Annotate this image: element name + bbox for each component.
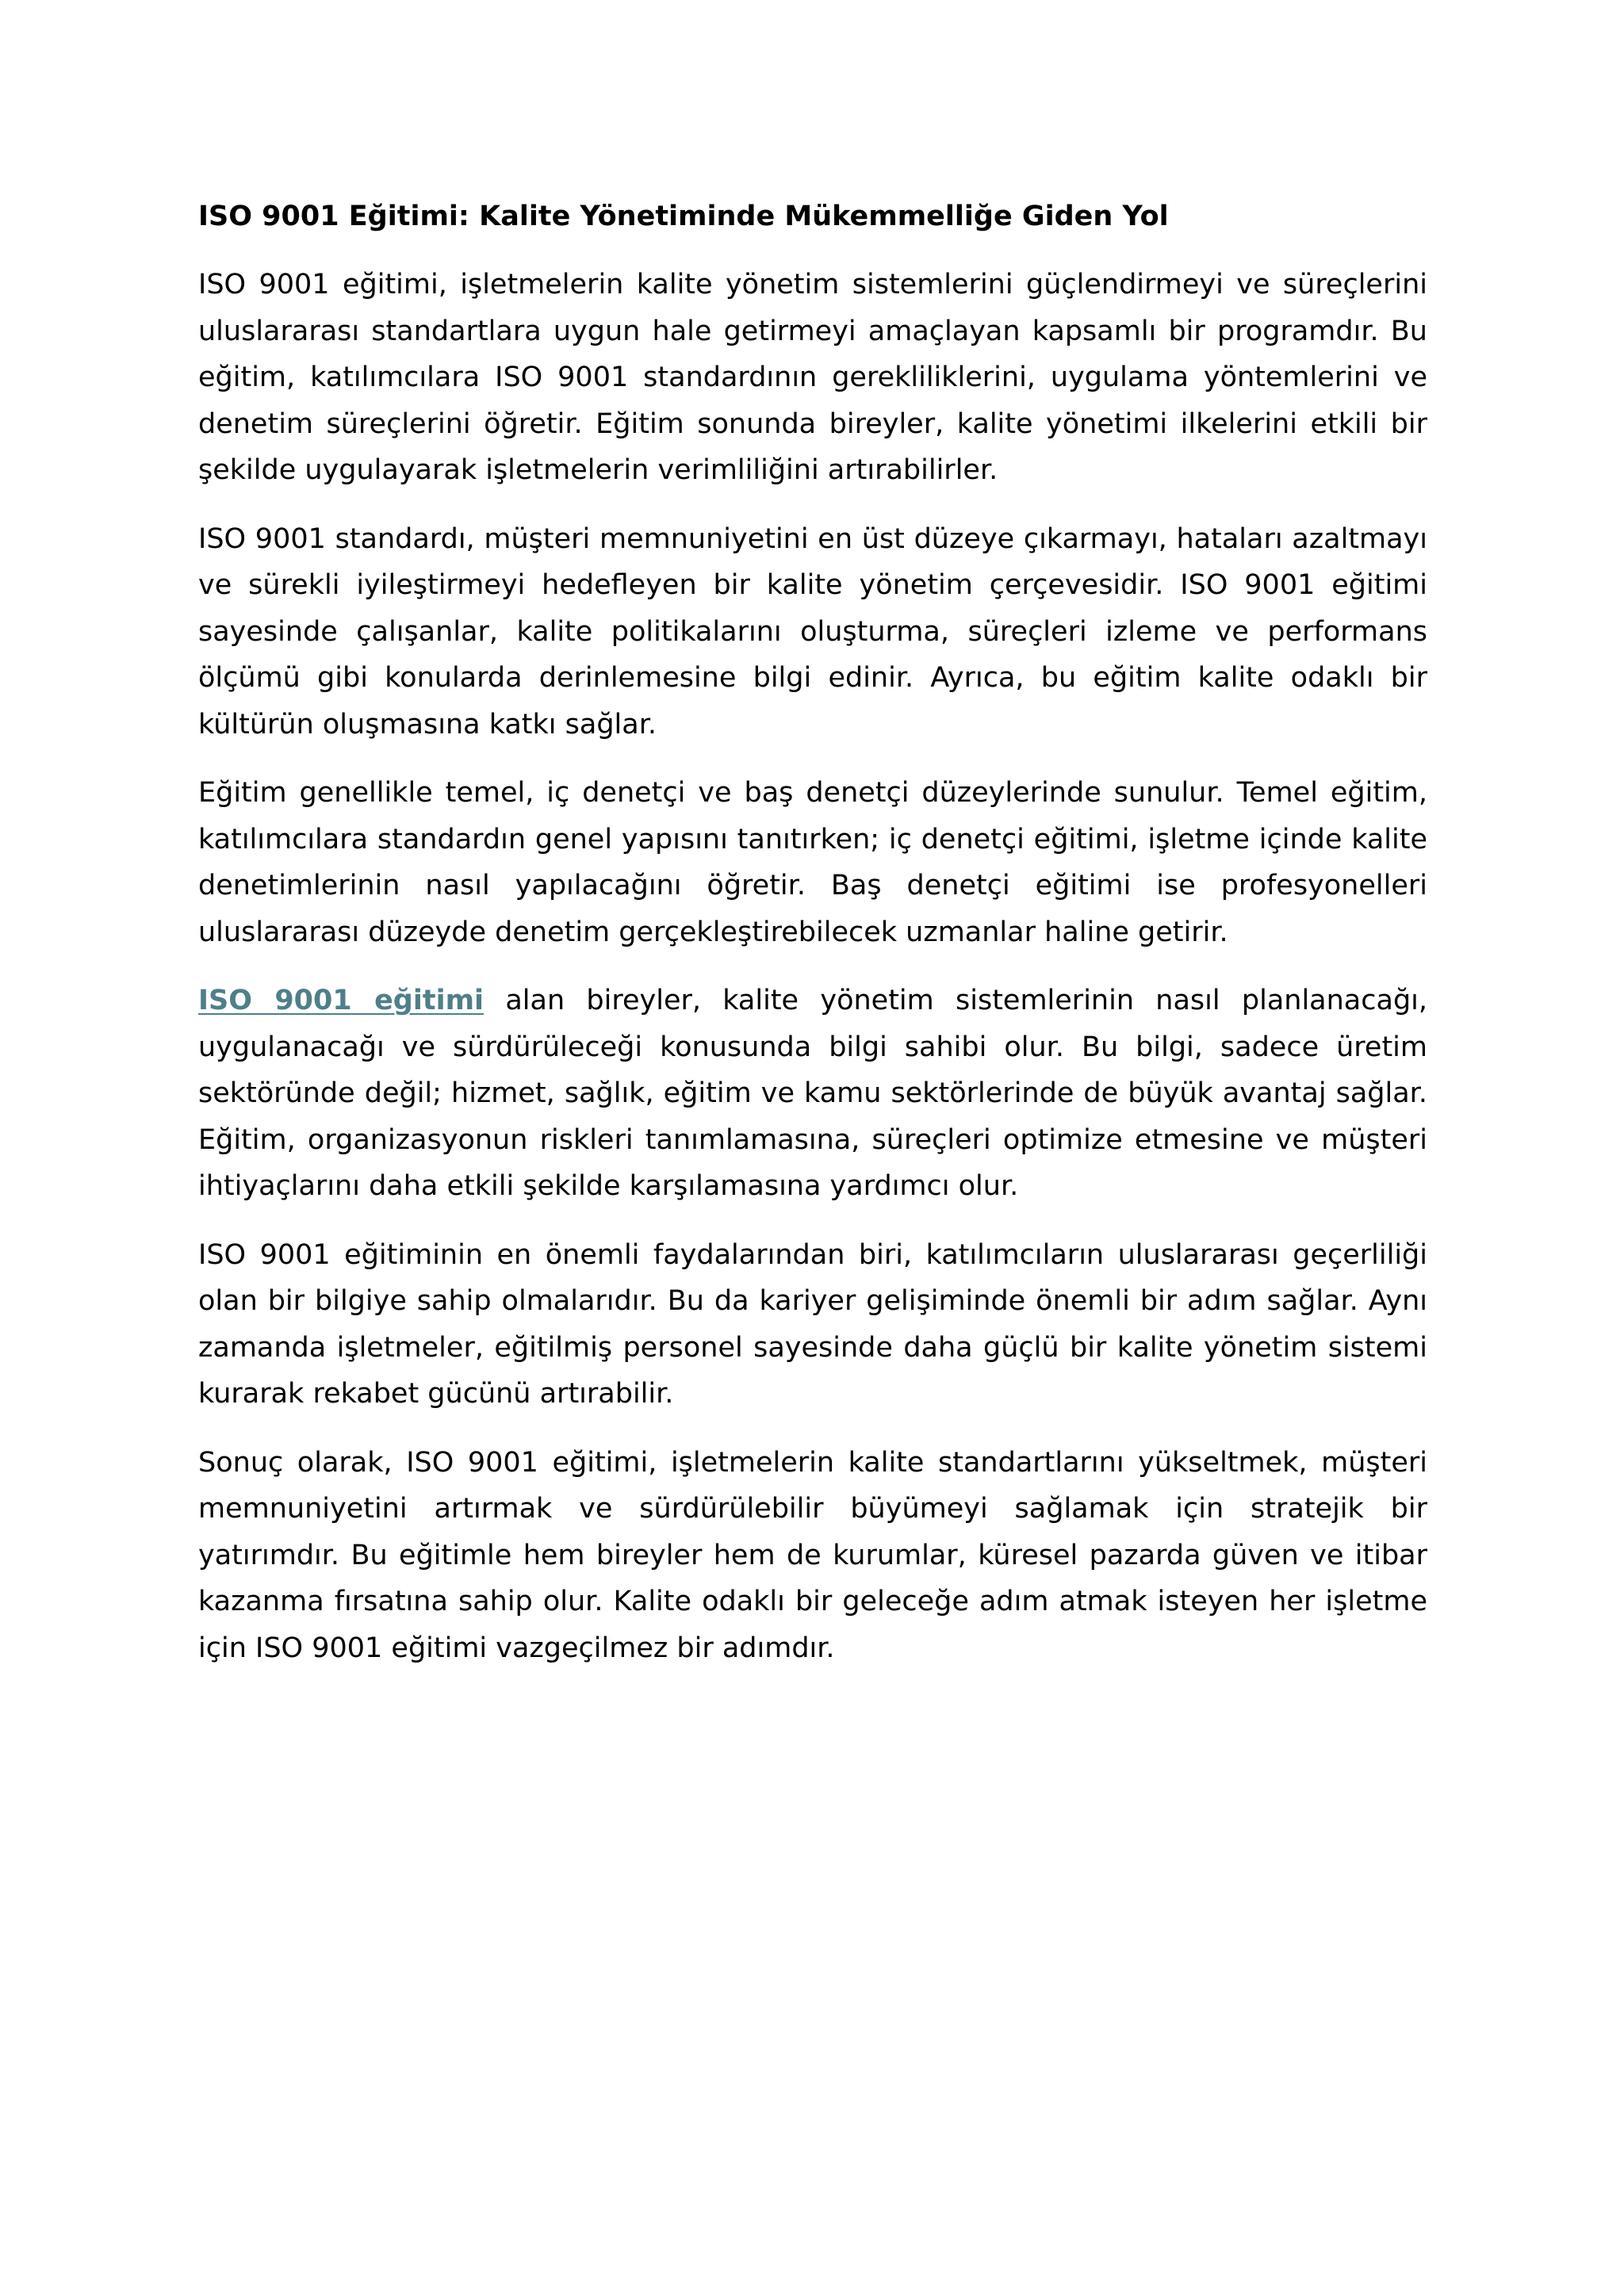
paragraph-conclusion: Sonuç olarak, ISO 9001 eğitimi, işletmelerin kalite standartlarını yükseltmek, müşteri memnuniyetini artırmak ve sürdürülebilir büyümeyi sağlamak için stratejik bir yatırımdır. Bu eğitimle hem bireyler hem de kurumlar, küresel pazarda güven ve itibar kazanma fırsatına sahip olur. Kalite odaklı bir geleceğe adım atmak isteyen her işletme için ISO 9001 eğitimi vazgeçilmez bir adımdır. <box>198 1446 1427 1664</box>
document-title: ISO 9001 Eğitimi: Kalite Yönetiminde Mükemmelliğe Giden Yol <box>198 201 1169 232</box>
iso-9001-training-link[interactable]: ISO 9001 eğitimi <box>198 985 485 1016</box>
paragraph-benefits-text: alan bireyler, kalite yönetim sistemlerinin nasıl planlanacağı, uygulanacağı ve sürdürüleceği konusunda bilgi sahibi olur. Bu bilgi, sadece üretim sektöründe değil; hizmet, sağlık, eğitim ve kamu sektörlerinde de büyük avantaj sağlar. Eğitim, organizasyonun riskleri tanımlamasına, süreçleri optimize etmesine ve müşteri ihtiyaçlarını daha etkili şekilde karşılamasına yardımcı olur. <box>198 985 1428 1202</box>
paragraph-benefits <box>198 978 1427 1210</box>
document-body <box>198 193 1427 1693</box>
paragraph-intro: ISO 9001 eğitimi, işletmelerin kalite yönetim sistemlerini güçlendirmeyi ve süreçlerini uluslararası standartlara uygun hale getirmeyi amaçlayan kapsamlı bir programdır. Bu eğitim, katılımcılara ISO 9001 standardının gerekliliklerini, uygulama yöntemlerini ve denetim süreçlerini öğretir. Eğitim sonunda bireyler, kalite yönetimi ilkelerini etkili bir şekilde uygulayarak işletmelerin verimliliğini artırabilirler. <box>198 269 1427 486</box>
paragraph-standard: ISO 9001 standardı, müşteri memnuniyetini en üst düzeye çıkarmayı, hataları azaltmayı ve sürekli iyileştirmeyi hedefleyen bir kalite yönetim çerçevesidir. ISO 9001 eğitimi sayesinde çalışanlar, kalite politikalarını oluşturma, süreçleri izleme ve performans ölçümü gibi konularda derinlemesine bilgi edinir. Ayrıca, bu eğitim kalite odaklı bir kültürün oluşmasına katkı sağlar. <box>198 522 1427 740</box>
paragraph-levels: Eğitim genellikle temel, iç denetçi ve baş denetçi düzeylerinde sunulur. Temel eğitim, katılımcılara standardın genel yapısını tanıtırken; iç denetçi eğitimi, işletme içinde kalite denetimlerinin nasıl yapılacağını öğretir. Baş denetçi eğitimi ise profesyonelleri uluslararası düzeyde denetim gerçekleştirebilecek uzmanlar haline getirir. <box>198 777 1427 948</box>
paragraph-career: ISO 9001 eğitiminin en önemli faydalarından biri, katılımcıların uluslararası geçerliliği olan bir bilgiye sahip olmalarıdır. Bu da kariyer gelişiminde önemli bir adım sağlar. Aynı zamanda işletmeler, eğitilmiş personel sayesinde daha güçlü bir kalite yönetim sistemi kurarak rekabet gücünü artırabilir. <box>198 1238 1427 1410</box>
